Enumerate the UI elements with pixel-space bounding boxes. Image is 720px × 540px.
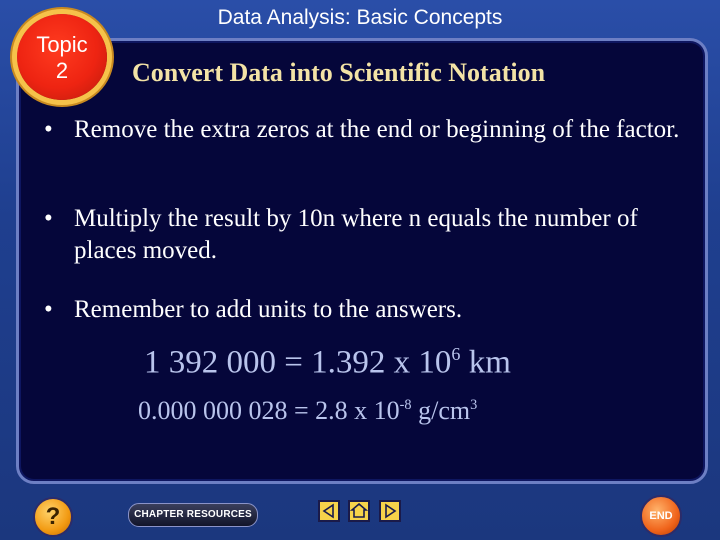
bullet-text: Remember to add units to the answers. (74, 296, 463, 323)
bullet-marker: • (44, 205, 53, 232)
slide-title: Convert Data into Scientific Notation (132, 58, 546, 87)
page-title: Data Analysis: Basic Concepts (217, 6, 503, 29)
equation-lhs: 1 392 000 = 1.392 x 10 (144, 344, 452, 381)
bullet-item (44, 203, 684, 267)
bullet-marker: • (44, 296, 53, 323)
next-icon (381, 502, 399, 520)
chapter-resources-button[interactable]: CHAPTER RESOURCES (128, 503, 258, 527)
unit-exponent: 3 (470, 397, 478, 413)
previous-button[interactable] (318, 500, 340, 522)
bullet-text: Remove the extra zeros at the end or beginning of the factor. (74, 116, 680, 143)
next-button[interactable] (379, 500, 401, 522)
home-button[interactable] (348, 500, 370, 522)
equation-exponent: -8 (399, 397, 412, 413)
bullet-item (44, 114, 684, 146)
bullet-text: Multiply the result by 10n where n equals the number of places moved. (74, 205, 638, 264)
footer-toolbar (0, 486, 720, 540)
equation-unit: km (460, 344, 511, 381)
topic-badge (17, 14, 107, 100)
topic-badge-number: 2 (55, 58, 69, 83)
previous-icon (320, 502, 338, 520)
equation-exponent: 6 (451, 344, 461, 364)
equation-lhs: 0.000 000 028 = 2.8 x 10 (138, 396, 400, 425)
equation-example-1 (144, 344, 511, 382)
home-icon (350, 502, 368, 520)
bullet-marker: • (44, 116, 53, 143)
topic-badge-label: Topic (36, 32, 88, 57)
equation-unit: g/cm (411, 396, 471, 425)
help-button[interactable]: ? (33, 497, 73, 537)
end-button[interactable]: END (640, 495, 682, 537)
equation-example-2 (138, 396, 477, 426)
bullet-item (44, 294, 684, 326)
